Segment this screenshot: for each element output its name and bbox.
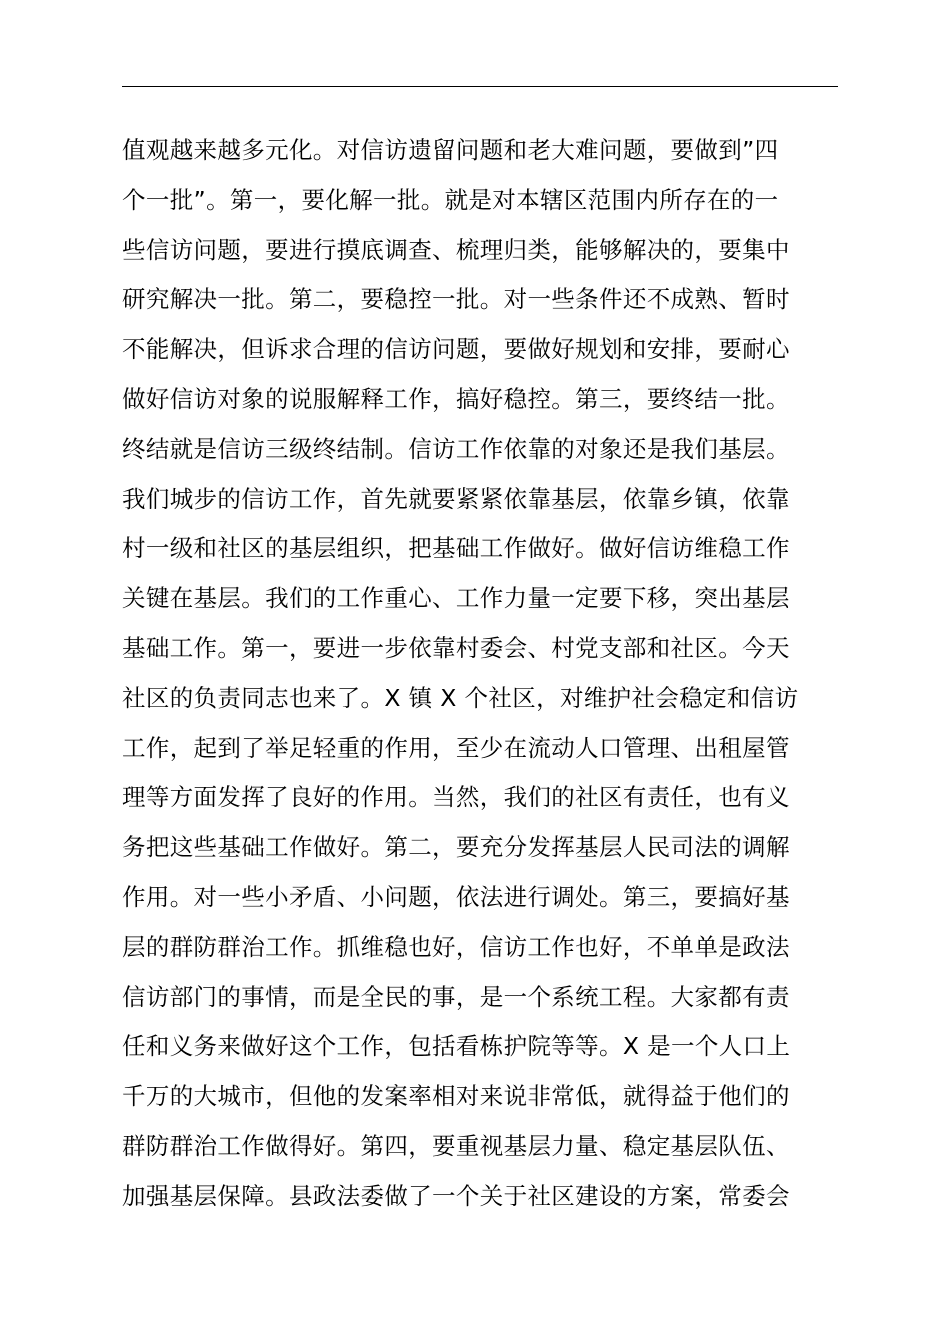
header-rule xyxy=(122,86,838,87)
text-line: 终结就是信访三级终结制。信访工作依靠的对象还是我们基层。 xyxy=(122,434,790,463)
text-line: 做好信访对象的说服解释工作，搞好稳控。第三，要终结一批。 xyxy=(122,384,790,413)
text-line: 研究解决一批。第二，要稳控一批。对一些条件还不成熟、暂时 xyxy=(122,285,790,314)
text-line: 工作，起到了举足轻重的作用，至少在流动人口管理、出租屋管 xyxy=(122,733,790,762)
body-text xyxy=(122,126,842,1222)
text-line: 关键在基层。我们的工作重心、工作力量一定要下移，突出基层 xyxy=(122,584,790,613)
text-line: 信访部门的事情，而是全民的事，是一个系统工程。大家都有责 xyxy=(122,982,790,1011)
text-line: 些信访问题，要进行摸底调查、梳理归类，能够解决的，要集中 xyxy=(122,235,790,264)
text-line: 作用。对一些小矛盾、小问题，依法进行调处。第三，要搞好基 xyxy=(122,882,790,911)
text-line: 理等方面发挥了良好的作用。当然，我们的社区有责任，也有义 xyxy=(122,783,790,812)
text-line: 基础工作。第一，要进一步依靠村委会、村党支部和社区。今天 xyxy=(122,633,790,662)
text-line: 值观越来越多元化。对信访遗留问题和老大难问题，要做到”四 xyxy=(122,136,779,164)
text-line: 任和义务来做好这个工作，包括看栋护院等等。X 是一个人口上 xyxy=(122,1032,791,1061)
text-line: 个一批”。第一，要化解一批。就是对本辖区范围内所存在的一 xyxy=(122,185,779,214)
text-line: 我们城步的信访工作，首先就要紧紧依靠基层，依靠乡镇，依靠 xyxy=(122,484,790,513)
text-line: 千万的大城市，但他的发案率相对来说非常低，就得益于他们的 xyxy=(122,1082,790,1111)
text-line: 不能解决，但诉求合理的信访问题，要做好规划和安排，要耐心 xyxy=(122,335,790,364)
text-line: 加强基层保障。县政法委做了一个关于社区建设的方案，常委会 xyxy=(122,1181,790,1210)
text-line: 村一级和社区的基层组织，把基础工作做好。做好信访维稳工作 xyxy=(122,534,790,563)
text-line: 务把这些基础工作做好。第二，要充分发挥基层人民司法的调解 xyxy=(122,833,790,862)
text-line: 群防群治工作做得好。第四，要重视基层力量、稳定基层队伍、 xyxy=(122,1131,790,1160)
text-line: 层的群防群治工作。抓维稳也好，信访工作也好，不单单是政法 xyxy=(122,932,790,961)
text-line: 社区的负责同志也来了。X 镇 X 个社区，对维护社会稳定和信访 xyxy=(122,683,799,712)
